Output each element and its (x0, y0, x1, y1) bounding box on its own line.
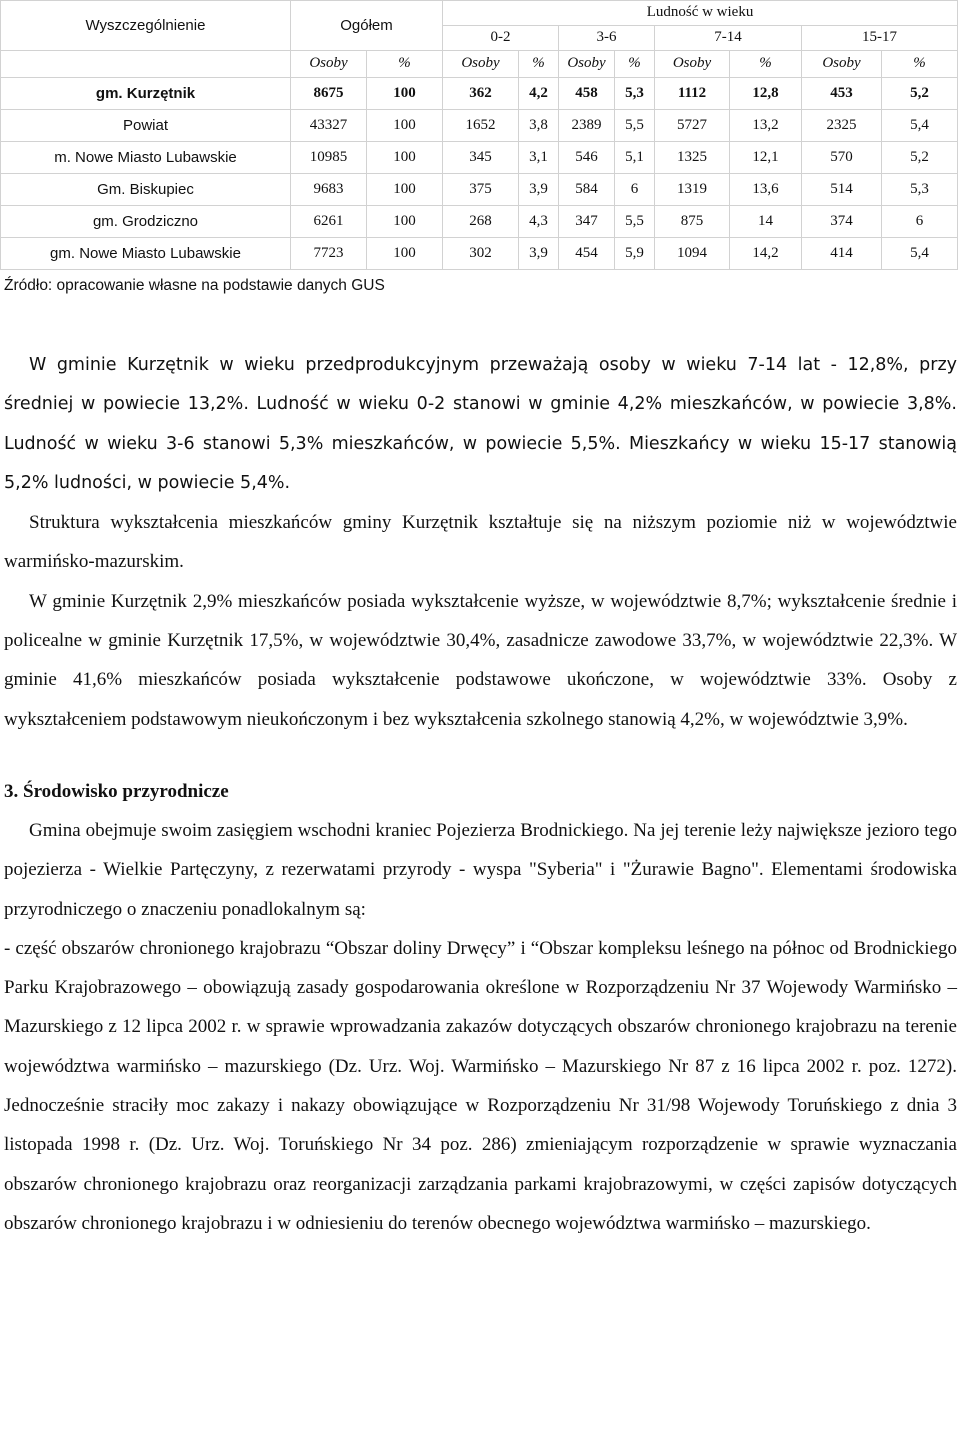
cell-15-17-pct: 5,2 (882, 78, 958, 110)
cell-0-2-pct: 4,2 (519, 78, 559, 110)
cell-7-14-pct: 13,2 (730, 110, 802, 142)
cell-7-14-count: 1319 (655, 174, 730, 206)
header-pct: % (367, 51, 443, 78)
header-osoby: Osoby (655, 51, 730, 78)
population-table (0, 0, 958, 270)
cell-3-6-count: 546 (559, 142, 615, 174)
header-pct: % (519, 51, 559, 78)
cell-0-2-count: 362 (443, 78, 519, 110)
table-row (1, 110, 958, 142)
header-label: Wyszczególnienie (1, 1, 291, 51)
cell-15-17-count: 570 (802, 142, 882, 174)
paragraph-age-structure: W gminie Kurzętnik w wieku przedprodukcyjnym przeważają osoby w wieku 7-14 lat - 12,8%, przy średniej w powiecie 13,2%. Ludność w wieku 0-2 stanowi w gminie 4,2% mieszkańców, w powiecie 3,8%. Ludność w wieku 3-6 stanowi 5,3% mieszkańców, w powiecie 5,5%. Mieszkańcy w wieku 15-17 stanowią 5,2% ludności, w powiecie 5,4%. (4, 355, 957, 493)
cell-15-17-count: 2325 (802, 110, 882, 142)
cell-15-17-count: 414 (802, 238, 882, 270)
table-row (1, 142, 958, 174)
row-name: gm. Grodziczno (1, 206, 291, 238)
cell-total-pct: 100 (367, 238, 443, 270)
cell-3-6-count: 454 (559, 238, 615, 270)
cell-3-6-pct: 6 (615, 174, 655, 206)
cell-3-6-pct: 5,5 (615, 206, 655, 238)
cell-0-2-pct: 3,9 (519, 238, 559, 270)
header-empty (1, 51, 291, 78)
header-total: Ogółem (291, 1, 443, 51)
paragraph-education-intro: Struktura wykształcenia mieszkańców gminy Kurzętnik kształtuje się na niższym poziomie niż w województwie warmińsko-mazurskim. (4, 512, 957, 573)
table-source-note: Źródło: opracowanie własne na podstawie danych GUS (4, 277, 385, 294)
cell-total-pct: 100 (367, 78, 443, 110)
cell-7-14-count: 1094 (655, 238, 730, 270)
header-age-0-2: 0-2 (443, 26, 559, 51)
cell-3-6-pct: 5,5 (615, 110, 655, 142)
cell-7-14-pct: 14 (730, 206, 802, 238)
cell-7-14-pct: 14,2 (730, 238, 802, 270)
row-name: gm. Kurzętnik (1, 78, 291, 110)
paragraph-environment-intro: Gmina obejmuje swoim zasięgiem wschodni kraniec Pojezierza Brodnickiego. Na jej terenie leży największe jezioro tego pojezierza - Wielkie Partęczyny, z rezerwatami przyrody - wyspa "Syberia" i "Żurawie Bagno". Elementami środowiska przyrodniczego o znaczeniu ponadlokalnym są: (4, 819, 957, 920)
row-name: Powiat (1, 110, 291, 142)
cell-7-14-count: 1112 (655, 78, 730, 110)
cell-total: 8675 (291, 78, 367, 110)
cell-total: 6261 (291, 206, 367, 238)
table-row (1, 174, 958, 206)
cell-0-2-pct: 3,8 (519, 110, 559, 142)
header-pct: % (615, 51, 655, 78)
cell-3-6-pct: 5,3 (615, 78, 655, 110)
header-pct: % (882, 51, 958, 78)
header-osoby: Osoby (802, 51, 882, 78)
cell-15-17-pct: 6 (882, 206, 958, 238)
cell-total: 43327 (291, 110, 367, 142)
cell-3-6-pct: 5,9 (615, 238, 655, 270)
cell-0-2-pct: 3,9 (519, 174, 559, 206)
cell-7-14-pct: 12,1 (730, 142, 802, 174)
section-heading: 3. Środowisko przyrodnicze (4, 780, 229, 802)
cell-7-14-pct: 13,6 (730, 174, 802, 206)
cell-3-6-count: 2389 (559, 110, 615, 142)
header-age-7-14: 7-14 (655, 26, 802, 51)
header-age-15-17: 15-17 (802, 26, 958, 51)
cell-0-2-count: 345 (443, 142, 519, 174)
cell-15-17-count: 514 (802, 174, 882, 206)
cell-0-2-count: 268 (443, 206, 519, 238)
cell-total: 10985 (291, 142, 367, 174)
cell-7-14-count: 5727 (655, 110, 730, 142)
cell-total-pct: 100 (367, 110, 443, 142)
cell-total-pct: 100 (367, 174, 443, 206)
cell-7-14-pct: 12,8 (730, 78, 802, 110)
cell-total-pct: 100 (367, 206, 443, 238)
cell-15-17-pct: 5,4 (882, 110, 958, 142)
cell-7-14-count: 875 (655, 206, 730, 238)
cell-3-6-pct: 5,1 (615, 142, 655, 174)
cell-3-6-count: 347 (559, 206, 615, 238)
cell-15-17-pct: 5,4 (882, 238, 958, 270)
cell-0-2-pct: 3,1 (519, 142, 559, 174)
header-age-3-6: 3-6 (559, 26, 655, 51)
row-name: Gm. Biskupiec (1, 174, 291, 206)
row-name: m. Nowe Miasto Lubawskie (1, 142, 291, 174)
cell-total: 9683 (291, 174, 367, 206)
cell-15-17-pct: 5,2 (882, 142, 958, 174)
cell-7-14-count: 1325 (655, 142, 730, 174)
table-row (1, 206, 958, 238)
table-row (1, 238, 958, 270)
cell-3-6-count: 584 (559, 174, 615, 206)
paragraph-protected-areas: - część obszarów chronionego krajobrazu “Obszar doliny Drwęcy” i “Obszar kompleksu leśnego na północ od Brodnickiego Parku Krajobrazowego – obowiązują zasady gospodarowania określone w Rozporządzeniu Nr 37 Wojewody Warmińsko – Mazurskiego z 12 lipca 2002 r. w sprawie wprowadzania zakazów dotyczących obszarów chronionego krajobrazu na terenie województwa warmińsko – mazurskiego (Dz. Urz. Woj. Warmińsko – Mazurskiego Nr 87 z 16 lipca 2002 r. poz. 1272). Jednocześnie straciły moc zakazy i nakazy obowiązujące w Rozporządzeniu Nr 31/98 Wojewody Toruńskiego z dnia 3 listopada 1998 r. (Dz. Urz. Woj. Toruńskiego Nr 34 poz. 286) zmieniającym rozporządzenie w sprawie wyznaczania obszarów chronionego krajobrazu oraz reorganizacji zarządzania parkami krajobrazowymi, w części zapisów dotyczących obszarów chronionego krajobrazu i w odniesieniu do terenów obecnego województwa warmińsko – mazurskiego. (4, 937, 957, 1234)
row-name: gm. Nowe Miasto Lubawskie (1, 238, 291, 270)
paragraph-education-details: W gminie Kurzętnik 2,9% mieszkańców posiada wykształcenie wyższe, w województwie 8,7%; wykształcenie średnie i policealne w gminie Kurzętnik 17,5%, w województwie 30,4%, zasadnicze zawodowe 33,7%, w województwie 22,3%. W gminie 41,6% mieszkańców posiada wykształcenie podstawowe ukończone, w województwie 33%. Osoby z wykształceniem podstawowym nieukończonym i bez wykształcenia szkolnego stanowią 4,2%, w województwie 3,9%. (4, 590, 957, 730)
cell-total-pct: 100 (367, 142, 443, 174)
cell-0-2-pct: 4,3 (519, 206, 559, 238)
cell-3-6-count: 458 (559, 78, 615, 110)
header-age-group: Ludność w wieku (443, 1, 958, 26)
cell-total: 7723 (291, 238, 367, 270)
cell-15-17-pct: 5,3 (882, 174, 958, 206)
table-row (1, 78, 958, 110)
cell-0-2-count: 302 (443, 238, 519, 270)
header-pct: % (730, 51, 802, 78)
body-text (4, 346, 957, 1243)
header-osoby: Osoby (559, 51, 615, 78)
cell-15-17-count: 453 (802, 78, 882, 110)
header-osoby: Osoby (291, 51, 367, 78)
cell-0-2-count: 1652 (443, 110, 519, 142)
header-osoby: Osoby (443, 51, 519, 78)
cell-0-2-count: 375 (443, 174, 519, 206)
cell-15-17-count: 374 (802, 206, 882, 238)
